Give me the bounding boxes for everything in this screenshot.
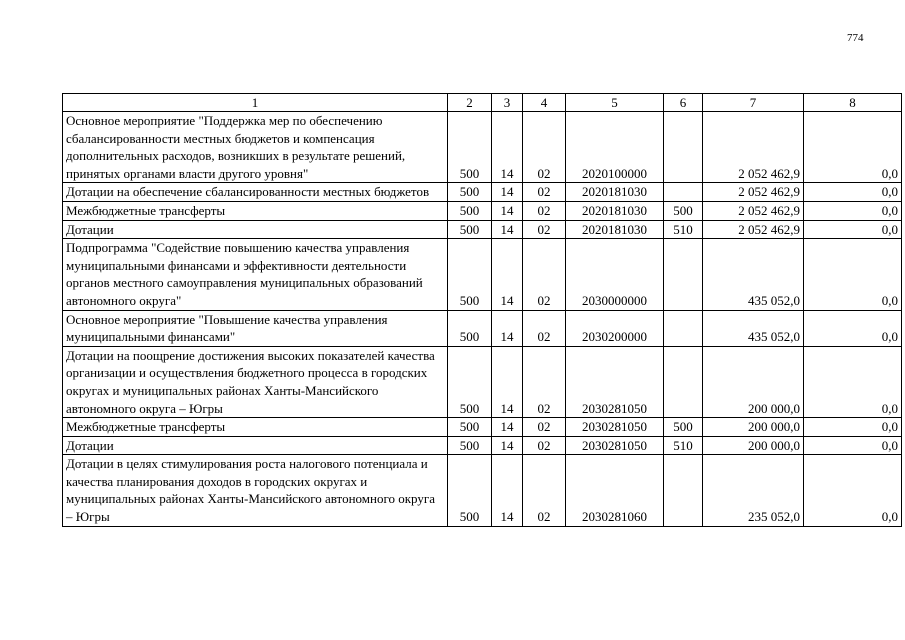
expense-type-cell (664, 112, 703, 183)
row-name-cell: Основное мероприятие "Повышение качества управления муниципальными финансами" (63, 310, 448, 346)
row-name-cell: Дотации (63, 436, 448, 455)
amount-cell: 0,0 (804, 112, 902, 183)
section-cell: 14 (492, 455, 523, 526)
subsection-cell: 02 (523, 239, 566, 310)
row-name-cell: Дотации в целях стимулирования роста налогового потенциала и качества планирования доходов в городских округах и муниципальных районах Ханты-Мансийского автономного округа – Югры (63, 455, 448, 526)
amount-cell: 0,0 (804, 436, 902, 455)
row-name-cell: Дотации на поощрение достижения высоких показателей качества организации и осуществления бюджетного процесса в городских округах и муниципальных районах Ханты-Мансийского автономного округа – Югры (63, 346, 448, 417)
subsection-cell: 02 (523, 418, 566, 437)
code-cell: 500 (448, 346, 492, 417)
table-row (63, 436, 902, 455)
target-article-cell: 2030200000 (566, 310, 664, 346)
code-cell: 500 (448, 220, 492, 239)
subsection-cell: 02 (523, 455, 566, 526)
expense-type-cell (664, 239, 703, 310)
target-article-cell: 2020181030 (566, 220, 664, 239)
subsection-cell: 02 (523, 183, 566, 202)
target-article-cell: 2030281050 (566, 418, 664, 437)
section-cell: 14 (492, 112, 523, 183)
subsection-cell: 02 (523, 436, 566, 455)
table-row (63, 112, 902, 183)
code-cell: 500 (448, 455, 492, 526)
table-row (63, 220, 902, 239)
amount-cell: 0,0 (804, 220, 902, 239)
column-header: 3 (492, 94, 523, 112)
code-cell: 500 (448, 112, 492, 183)
target-article-cell: 2020100000 (566, 112, 664, 183)
column-header: 1 (63, 94, 448, 112)
column-header: 2 (448, 94, 492, 112)
code-cell: 500 (448, 418, 492, 437)
row-name-cell: Дотации на обеспечение сбалансированности местных бюджетов (63, 183, 448, 202)
code-cell: 500 (448, 239, 492, 310)
target-article-cell: 2020181030 (566, 183, 664, 202)
amount-cell: 200 000,0 (703, 436, 804, 455)
expense-type-cell: 510 (664, 220, 703, 239)
amount-cell: 2 052 462,9 (703, 112, 804, 183)
amount-cell: 200 000,0 (703, 418, 804, 437)
amount-cell: 435 052,0 (703, 310, 804, 346)
table-row (63, 346, 902, 417)
amount-cell: 435 052,0 (703, 239, 804, 310)
section-cell: 14 (492, 183, 523, 202)
subsection-cell: 02 (523, 346, 566, 417)
target-article-cell: 2020181030 (566, 201, 664, 220)
section-cell: 14 (492, 346, 523, 417)
page-number: 774 (847, 32, 864, 44)
expense-type-cell (664, 346, 703, 417)
column-header: 6 (664, 94, 703, 112)
subsection-cell: 02 (523, 310, 566, 346)
target-article-cell: 2030281060 (566, 455, 664, 526)
column-header: 8 (804, 94, 902, 112)
table-row (63, 418, 902, 437)
row-name-cell: Основное мероприятие "Поддержка мер по обеспечению сбалансированности местных бюджетов и компенсация дополнительных расходов, возникших в результате решений, принятых органами власти другого уровня" (63, 112, 448, 183)
section-cell: 14 (492, 201, 523, 220)
row-name-cell: Подпрограмма "Содействие повышению качества управления муниципальными финансами и эффективности деятельности органов местного самоуправления муниципальных образований автономного округа" (63, 239, 448, 310)
expense-type-cell: 510 (664, 436, 703, 455)
expense-type-cell (664, 310, 703, 346)
amount-cell: 0,0 (804, 239, 902, 310)
amount-cell: 0,0 (804, 418, 902, 437)
expense-type-cell: 500 (664, 418, 703, 437)
amount-cell: 2 052 462,9 (703, 201, 804, 220)
subsection-cell: 02 (523, 112, 566, 183)
amount-cell: 0,0 (804, 201, 902, 220)
table-row (63, 310, 902, 346)
section-cell: 14 (492, 220, 523, 239)
table-header-row (63, 94, 902, 112)
column-header: 7 (703, 94, 804, 112)
budget-table (62, 93, 902, 527)
section-cell: 14 (492, 310, 523, 346)
table-row (63, 183, 902, 202)
amount-cell: 0,0 (804, 346, 902, 417)
target-article-cell: 2030281050 (566, 346, 664, 417)
expense-type-cell (664, 455, 703, 526)
row-name-cell: Межбюджетные трансферты (63, 418, 448, 437)
amount-cell: 200 000,0 (703, 346, 804, 417)
code-cell: 500 (448, 310, 492, 346)
code-cell: 500 (448, 183, 492, 202)
subsection-cell: 02 (523, 201, 566, 220)
target-article-cell: 2030000000 (566, 239, 664, 310)
amount-cell: 0,0 (804, 183, 902, 202)
table-row (63, 455, 902, 526)
column-header: 4 (523, 94, 566, 112)
code-cell: 500 (448, 436, 492, 455)
table-row (63, 239, 902, 310)
row-name-cell: Межбюджетные трансферты (63, 201, 448, 220)
row-name-cell: Дотации (63, 220, 448, 239)
section-cell: 14 (492, 239, 523, 310)
section-cell: 14 (492, 436, 523, 455)
code-cell: 500 (448, 201, 492, 220)
section-cell: 14 (492, 418, 523, 437)
expense-type-cell (664, 183, 703, 202)
target-article-cell: 2030281050 (566, 436, 664, 455)
amount-cell: 0,0 (804, 455, 902, 526)
table-row (63, 201, 902, 220)
expense-type-cell: 500 (664, 201, 703, 220)
amount-cell: 0,0 (804, 310, 902, 346)
amount-cell: 2 052 462,9 (703, 183, 804, 202)
amount-cell: 2 052 462,9 (703, 220, 804, 239)
column-header: 5 (566, 94, 664, 112)
subsection-cell: 02 (523, 220, 566, 239)
amount-cell: 235 052,0 (703, 455, 804, 526)
